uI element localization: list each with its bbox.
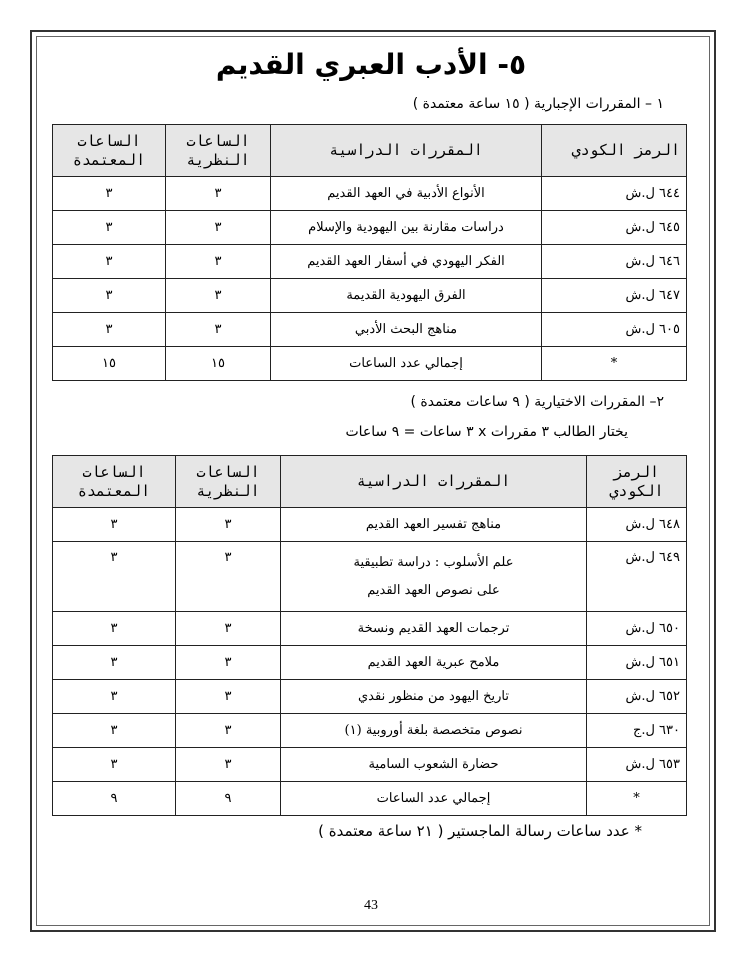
theory-hours: ٣ xyxy=(176,612,281,646)
header-theory-hours: الساعات النظرية xyxy=(176,456,281,508)
course-name: الفرق اليهودية القديمة xyxy=(271,279,542,313)
total-credit-hours: ٩ xyxy=(53,782,176,816)
thesis-hours-note: * عدد ساعات رسالة الماجستير ( ٢١ ساعة معتمدة ) xyxy=(318,822,642,840)
course-code: ٦٠٥ ل.ش xyxy=(542,313,687,347)
table-row xyxy=(53,612,687,646)
theory-hours: ٣ xyxy=(166,177,271,211)
page-number: 43 xyxy=(364,898,378,913)
course-name: مناهج تفسير العهد القديم xyxy=(281,508,587,542)
theory-hours: ٣ xyxy=(176,680,281,714)
course-code: ٦٥٣ ل.ش xyxy=(587,748,687,782)
required-courses-table xyxy=(52,124,687,381)
total-code-marker: * xyxy=(542,347,687,381)
course-name: مناهج البحث الأدبي xyxy=(271,313,542,347)
credit-hours: ٣ xyxy=(53,177,166,211)
course-name: تاريخ اليهود من منظور نقدي xyxy=(281,680,587,714)
table-row xyxy=(53,313,687,347)
header-course: المقررات الدراسية xyxy=(271,125,542,177)
course-name: نصوص متخصصة بلغة أوروبية (١) xyxy=(281,714,587,748)
course-name: ملامح عبرية العهد القديم xyxy=(281,646,587,680)
total-credit-hours: ١٥ xyxy=(53,347,166,381)
course-name: حضارة الشعوب السامية xyxy=(281,748,587,782)
theory-hours: ٣ xyxy=(176,714,281,748)
course-code: ٦٣٠ ل.ج xyxy=(587,714,687,748)
theory-hours: ٣ xyxy=(176,646,281,680)
header-code: الرمز الكودي xyxy=(542,125,687,177)
header-credit-hours: الساعات المعتمدة xyxy=(53,125,166,177)
course-name: الأنواع الأدبية في العهد القديم xyxy=(271,177,542,211)
section2-heading: ٢– المقررات الاختيارية ( ٩ ساعات معتمدة ) xyxy=(410,394,664,410)
course-code: ٦٥٠ ل.ش xyxy=(587,612,687,646)
course-code: ٦٤٥ ل.ش xyxy=(542,211,687,245)
table-row xyxy=(53,245,687,279)
table-row xyxy=(53,508,687,542)
theory-hours: ٣ xyxy=(166,245,271,279)
credit-hours: ٣ xyxy=(53,680,176,714)
course-code: ٦٥١ ل.ش xyxy=(587,646,687,680)
theory-hours: ٣ xyxy=(176,542,281,612)
table-row xyxy=(53,748,687,782)
course-code: ٦٤٦ ل.ش xyxy=(542,245,687,279)
course-name xyxy=(281,542,587,612)
table-row xyxy=(53,714,687,748)
course-code: ٦٥٢ ل.ش xyxy=(587,680,687,714)
course-name-line2: على نصوص العهد القديم xyxy=(367,582,500,598)
section1-heading: ١ – المقررات الإجبارية ( ١٥ ساعة معتمدة ) xyxy=(412,96,664,112)
course-name: ترجمات العهد القديم ونسخة xyxy=(281,612,587,646)
course-name: دراسات مقارنة بين اليهودية والإسلام xyxy=(271,211,542,245)
header-credit-hours: الساعات المعتمدة xyxy=(53,456,176,508)
page-title: ٥- الأدب العبري القديم xyxy=(215,48,527,81)
theory-hours: ٣ xyxy=(176,508,281,542)
credit-hours: ٣ xyxy=(53,748,176,782)
elective-courses-table xyxy=(52,455,687,816)
course-code: ٦٤٧ ل.ش xyxy=(542,279,687,313)
course-code: ٦٤٤ ل.ش xyxy=(542,177,687,211)
header-course: المقررات الدراسية xyxy=(281,456,587,508)
total-label: إجمالي عدد الساعات xyxy=(281,782,587,816)
credit-hours: ٣ xyxy=(53,542,176,612)
table-row xyxy=(53,211,687,245)
table-total-row xyxy=(53,782,687,816)
total-label: إجمالي عدد الساعات xyxy=(271,347,542,381)
credit-hours: ٣ xyxy=(53,245,166,279)
table-header-row xyxy=(53,456,687,508)
total-theory-hours: ١٥ xyxy=(166,347,271,381)
course-code: ٦٤٩ ل.ش xyxy=(587,542,687,612)
credit-hours: ٣ xyxy=(53,313,166,347)
header-code: الرمز الكودي xyxy=(587,456,687,508)
table-row xyxy=(53,542,687,612)
credit-hours: ٣ xyxy=(53,714,176,748)
theory-hours: ٣ xyxy=(166,211,271,245)
table-row xyxy=(53,279,687,313)
header-theory-hours: الساعات النظرية xyxy=(166,125,271,177)
theory-hours: ٣ xyxy=(166,313,271,347)
credit-hours: ٣ xyxy=(53,508,176,542)
table-row xyxy=(53,646,687,680)
table-header-row xyxy=(53,125,687,177)
section2-subheading: يختار الطالب ٣ مقررات x ٣ ساعات = ٩ ساعات xyxy=(345,424,628,440)
course-name-line1: علم الأسلوب : دراسة تطبيقية xyxy=(353,554,514,570)
course-code: ٦٤٨ ل.ش xyxy=(587,508,687,542)
credit-hours: ٣ xyxy=(53,279,166,313)
theory-hours: ٣ xyxy=(166,279,271,313)
credit-hours: ٣ xyxy=(53,612,176,646)
table-row xyxy=(53,177,687,211)
table-total-row xyxy=(53,347,687,381)
credit-hours: ٣ xyxy=(53,211,166,245)
table-row xyxy=(53,680,687,714)
total-theory-hours: ٩ xyxy=(176,782,281,816)
theory-hours: ٣ xyxy=(176,748,281,782)
total-code-marker: * xyxy=(587,782,687,816)
course-name: الفكر اليهودي في أسفار العهد القديم xyxy=(271,245,542,279)
credit-hours: ٣ xyxy=(53,646,176,680)
